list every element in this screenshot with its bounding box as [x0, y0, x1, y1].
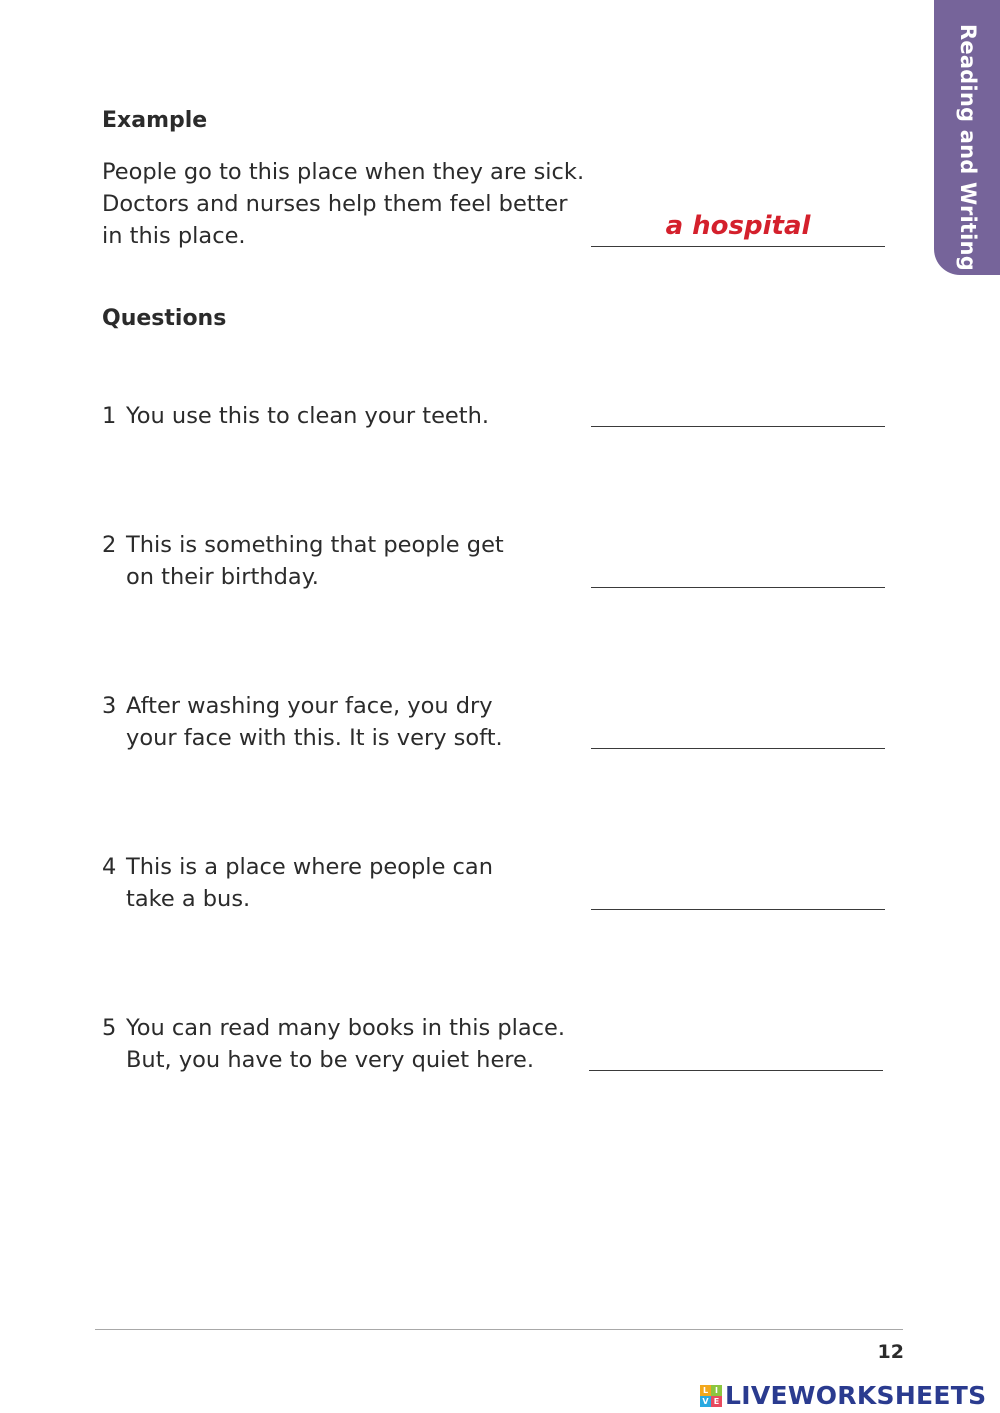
logo-tile-v: V — [700, 1396, 711, 1407]
example-text-line-1: People go to this place when they are sick. — [102, 159, 585, 185]
logo-tile-l: L — [700, 1385, 711, 1396]
questions-heading: Questions — [102, 306, 227, 331]
question-2-answer-field[interactable] — [591, 587, 885, 588]
question-1-number: 1 — [102, 403, 117, 429]
logo-tile-i: I — [711, 1385, 722, 1396]
example-text-line-2: Doctors and nurses help them feel better — [102, 191, 568, 217]
question-4-number: 4 — [102, 854, 117, 880]
liveworksheets-logo — [700, 1381, 986, 1410]
question-4-text-line-2: take a bus. — [126, 886, 251, 912]
question-1-text-line-1: You use this to clean your teeth. — [126, 403, 490, 429]
question-3-answer-field[interactable] — [591, 748, 885, 749]
section-tab-label: Reading and Writing — [956, 24, 980, 271]
question-4-text-line-1: This is a place where people can — [126, 854, 493, 880]
example-text-line-3: in this place. — [102, 223, 246, 249]
footer-divider — [95, 1329, 903, 1330]
example-answer-line — [591, 246, 885, 247]
question-5-text-line-2: But, you have to be very quiet here. — [126, 1047, 535, 1073]
liveworksheets-icon — [700, 1385, 722, 1407]
question-3-number: 3 — [102, 693, 117, 719]
question-2-text-line-2: on their birthday. — [126, 564, 319, 590]
example-heading: Example — [102, 108, 208, 133]
question-1-answer-field[interactable] — [591, 426, 885, 427]
liveworksheets-wordmark: LIVEWORKSHEETS — [725, 1381, 987, 1410]
question-5-answer-field[interactable] — [589, 1070, 883, 1071]
question-4-answer-field[interactable] — [591, 909, 885, 910]
question-5-text-line-1: You can read many books in this place. — [126, 1015, 566, 1041]
question-2-number: 2 — [102, 532, 117, 558]
question-5-number: 5 — [102, 1015, 117, 1041]
question-2-text-line-1: This is something that people get — [126, 532, 504, 558]
question-3-text-line-2: your face with this. It is very soft. — [126, 725, 503, 751]
logo-tile-e: E — [711, 1396, 722, 1407]
example-answer: a hospital — [665, 211, 811, 241]
page-number: 12 — [877, 1341, 904, 1363]
question-3-text-line-1: After washing your face, you dry — [126, 693, 493, 719]
